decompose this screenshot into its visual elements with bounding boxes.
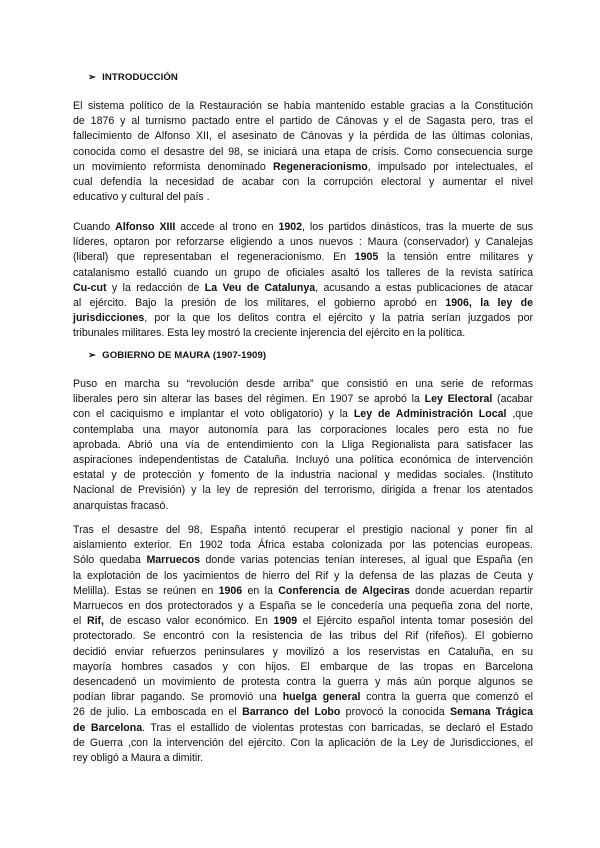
text-line bbox=[73, 129, 533, 144]
text-line bbox=[73, 407, 533, 422]
text-run: la tensión entre militares y bbox=[378, 251, 533, 264]
text-run: cual defendía la necesidad de acabar con la corrupción electoral y aumentar el nivel bbox=[73, 176, 533, 189]
text-run: de Guerra ,con la intervención del ejército. Con la aplicación de la Ley de Jurisdicciones, el bbox=[73, 736, 533, 749]
text-line bbox=[73, 614, 533, 629]
text-run: donde varias potencias tenían intereses, al igual que España (en bbox=[200, 554, 533, 567]
text-line bbox=[73, 468, 533, 483]
text-line bbox=[73, 266, 533, 281]
bold-text: Semana Trágica bbox=[449, 706, 533, 719]
text-run: contra la guerra que comenzó el bbox=[360, 691, 533, 704]
bold-text: Regeneracionismo bbox=[272, 160, 368, 173]
text-run: de escaso valor económico. En bbox=[104, 615, 274, 628]
text-run: y la redacción de bbox=[106, 281, 205, 294]
text-run: estatal y de protección y fomento de la industria nacional y medidas sociales. (Instituto bbox=[73, 469, 533, 482]
section-heading-text: GOBIERNO DE MAURA (1907-1909) bbox=[102, 350, 267, 361]
text-run: el Ejército español intenta tomar posesión del bbox=[297, 615, 533, 628]
text-run: ,que bbox=[506, 408, 533, 421]
bold-text: huelga general bbox=[282, 691, 361, 704]
text-line bbox=[73, 296, 533, 311]
text-line bbox=[73, 553, 533, 568]
bold-text: jurisdicciones bbox=[73, 312, 145, 325]
text-run: aislamiento exterior. En 1902 toda África estaba colonizada por las potencias europeas. bbox=[73, 539, 533, 552]
text-line bbox=[73, 326, 533, 341]
text-run: desencadenó un movimiento de protesta contra la guerra y más aún porque algunos se bbox=[73, 676, 533, 689]
text-run: protectorado. Se encontró con la resistencia de las tribus del Rif (rifeños). El gobierno bbox=[73, 630, 533, 643]
text-run: decidió enviar refuerzos peninsulares y movilizó a los reservistas en Cataluña, en su bbox=[73, 645, 533, 658]
text-run: 26 de julio. La emboscada en el bbox=[73, 706, 243, 719]
text-line bbox=[73, 220, 533, 235]
text-run: fallecimiento de Alfonso XII, el asesinato de Cánovas y la pérdida de las últimas colonias, bbox=[73, 130, 533, 143]
bold-text: 1909 bbox=[273, 615, 298, 628]
text-line bbox=[73, 114, 533, 129]
bold-text: 1902 bbox=[278, 221, 303, 233]
text-line bbox=[73, 705, 533, 720]
text-line bbox=[73, 499, 533, 514]
section-heading-text: INTRODUCCIÓN bbox=[102, 72, 178, 83]
bold-text: La Veu de Catalunya bbox=[204, 281, 316, 294]
text-line bbox=[73, 250, 533, 265]
text-run: en la bbox=[242, 584, 279, 597]
text-run: la explotación de los yacimientos de hierro del Rif y la defensa de las plazas de Ceuta y bbox=[73, 569, 533, 582]
text-run: el bbox=[73, 615, 87, 628]
text-run: contemplaba una mayor autonomía para las corporaciones locales pero esta no fue bbox=[73, 423, 533, 436]
text-run: accede al trono en bbox=[175, 221, 279, 233]
text-line bbox=[73, 438, 533, 453]
text-run: , impulsado por intelectuales, el bbox=[367, 160, 533, 173]
text-run: catalanismo estalló cuando un grupo de oficiales asaltó los talleres de la revista satírica bbox=[73, 266, 533, 279]
text-run: un movimiento reformista denominado bbox=[73, 160, 273, 173]
bold-text: Alfonso XIII bbox=[115, 221, 176, 233]
text-line bbox=[73, 645, 533, 660]
text-line bbox=[73, 538, 533, 553]
text-run: Marruecos en dos protectorados y a España se le concedería una pequeña zona del norte, bbox=[73, 600, 533, 613]
text-run: Nacional de Previsión) y la ley de represión del terrorismo, dirigida a frenar los atentados bbox=[73, 484, 533, 497]
arrow-bullet-icon: ➢ bbox=[88, 350, 97, 361]
text-run: Cuando bbox=[73, 221, 116, 233]
text-line bbox=[73, 235, 533, 250]
bold-text: 1906, la ley de bbox=[445, 297, 533, 310]
text-run: rey obligó a Maura a dimitir. bbox=[73, 752, 204, 765]
paragraph-marruecos-semana-tragica bbox=[73, 523, 533, 766]
text-run: mayoría hombres casados y con hijos. El embarque de las tropas en Barcelona bbox=[73, 660, 533, 673]
text-run: donde acuerdan repartir bbox=[409, 584, 533, 597]
text-run: El sistema político de la Restauración se había mantenido estable gracias a la Constitución bbox=[73, 100, 533, 112]
text-run: . Tras el estallido de violentas protestas con barricadas, se declaró el Estado bbox=[142, 721, 533, 734]
text-line bbox=[73, 175, 533, 190]
section-heading-gobierno-maura bbox=[88, 350, 266, 361]
text-run: tribunales militares. Esta ley mostró la creciente injerencia del ejército en la política. bbox=[73, 327, 466, 340]
text-line bbox=[73, 145, 533, 160]
text-run: , los partidos dinásticos, tras la muerte de sus bbox=[302, 221, 533, 233]
bold-text: Ley Electoral bbox=[424, 393, 493, 406]
text-line bbox=[73, 751, 533, 766]
bold-text: Marruecos bbox=[146, 554, 201, 567]
bold-text: Rif, bbox=[86, 615, 105, 628]
bold-text: de Barcelona bbox=[73, 721, 143, 734]
section-heading-introduccion bbox=[88, 72, 178, 83]
text-run: liberales pero sin alterar las bases del régimen. En 1907 se aprobó la bbox=[73, 393, 425, 406]
text-run: líderes, optaron por reforzarse eligiendo a unos nuevos : Maura (conservador) y Canalejas bbox=[73, 236, 533, 249]
text-line bbox=[73, 377, 533, 392]
text-run: , acusando a estas publicaciones de atacar bbox=[315, 281, 533, 294]
text-line bbox=[73, 523, 533, 538]
text-line bbox=[73, 483, 533, 498]
text-line bbox=[73, 311, 533, 326]
text-run: podían librar pagando. Se promovió una bbox=[73, 691, 283, 704]
text-line bbox=[73, 584, 533, 599]
text-line bbox=[73, 453, 533, 468]
bold-text: Cu-cut bbox=[73, 281, 107, 294]
text-line bbox=[73, 281, 533, 296]
text-line bbox=[73, 423, 533, 438]
text-run: al ejército. Bajo la presión de los militares, el gobierno aprobó en bbox=[73, 297, 446, 310]
text-run: conocida como el desastre del 98, se iniciará una etapa de crisis. Como consecuencia surge bbox=[73, 145, 533, 158]
text-run: Melilla). Estas se reúnen en bbox=[73, 584, 219, 597]
text-run: Puso en marcha su “revolución desde arriba” que consistió en una serie de reformas bbox=[73, 378, 533, 390]
text-run: anarquistas fracasó. bbox=[73, 499, 169, 512]
bold-text: 1906 bbox=[218, 584, 243, 597]
paragraph-reformas-maura bbox=[73, 377, 533, 514]
text-run: , por la que los delitos contra el ejército y la patria serían juzgados por bbox=[144, 312, 533, 325]
text-line bbox=[73, 629, 533, 644]
text-line bbox=[73, 660, 533, 675]
text-line bbox=[73, 599, 533, 614]
bold-text: Conferencia de Algeciras bbox=[278, 584, 410, 597]
bold-text: 1905 bbox=[354, 251, 379, 264]
text-run: aspiraciones independentistas de Cataluña. Incluyó una política económica de intervención bbox=[73, 454, 533, 467]
arrow-bullet-icon: ➢ bbox=[88, 72, 97, 83]
text-run: provocó la conocida bbox=[340, 706, 450, 719]
text-line bbox=[73, 160, 533, 175]
text-line bbox=[73, 99, 533, 114]
text-line bbox=[73, 690, 533, 705]
text-line bbox=[73, 675, 533, 690]
text-run: Tras el desastre del 98, España intentó recuperar el prestigio nacional y poner fin al bbox=[73, 524, 533, 536]
text-run: Sólo quedaba bbox=[73, 554, 147, 567]
text-line bbox=[73, 736, 533, 751]
text-run: (liberal) que representaban el regeneracionismo. En bbox=[73, 251, 355, 264]
bold-text: Ley de Administración Local bbox=[353, 408, 507, 421]
bold-text: Barranco del Lobo bbox=[242, 706, 341, 719]
text-run: (acabar bbox=[492, 393, 533, 406]
text-run: educativo y cultural del país . bbox=[73, 191, 210, 204]
text-line bbox=[73, 721, 533, 736]
text-run: con el caciquismo e implantar el voto obligatorio) y la bbox=[73, 408, 354, 421]
paragraph-restauracion bbox=[73, 99, 533, 205]
text-line bbox=[73, 190, 533, 205]
text-line bbox=[73, 392, 533, 407]
text-line bbox=[73, 569, 533, 584]
text-run: aprobada. Abrió una vía de entendimiento con la Lliga Regionalista para satisfacer las bbox=[73, 438, 533, 451]
paragraph-alfonso-xiii bbox=[73, 220, 533, 342]
text-run: de 1876 y al turnismo pactado entre el partido de Cánovas y el de Sagasta pero, tras el bbox=[73, 115, 533, 128]
